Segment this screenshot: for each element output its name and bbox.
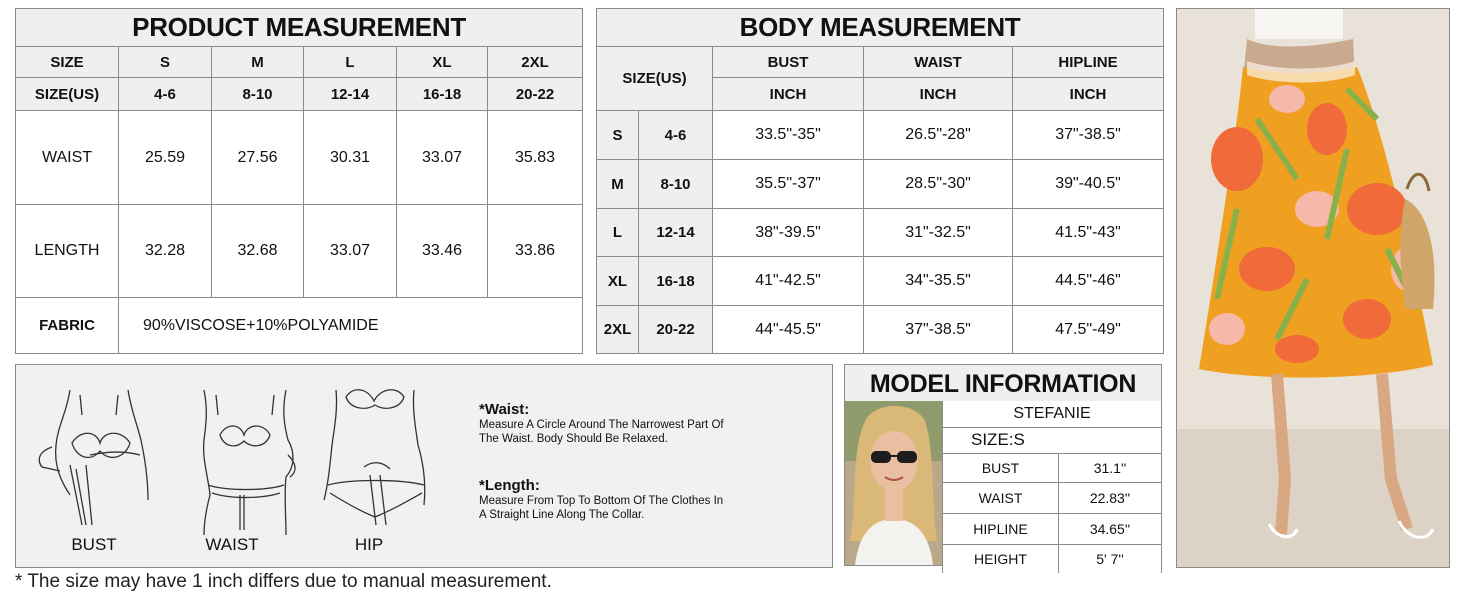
size-us-cell: 12-14 (639, 209, 713, 257)
size-cell: XL (597, 257, 639, 306)
model-portrait-photo (845, 401, 942, 565)
table-cell: 47.5"-49" (1013, 306, 1164, 354)
size-us-cell: 20-22 (639, 306, 713, 354)
waist-figure-illustration (186, 385, 306, 535)
size-us-label: SIZE(US) (16, 78, 119, 111)
table-cell: 28.5"-30" (864, 160, 1013, 209)
fabric-label: FABRIC (16, 298, 119, 354)
table-cell: 41"-42.5" (713, 257, 864, 306)
size-header: 2XL (488, 47, 583, 78)
model-row-value: 5' 7'' (1059, 544, 1162, 573)
floral-skirt-image (1177, 9, 1449, 567)
unit-label: INCH (864, 78, 1013, 111)
unit-label: INCH (713, 78, 864, 111)
table-cell: 32.68 (212, 205, 304, 298)
product-photo (1176, 8, 1450, 568)
table-cell: 27.56 (212, 111, 304, 205)
size-header: L (304, 47, 397, 78)
table-cell: 33.07 (397, 111, 488, 205)
product-measurement-table (15, 8, 583, 354)
hip-label: HIP (354, 535, 384, 554)
table-row (597, 209, 1164, 257)
table-cell: 25.59 (119, 111, 212, 205)
waist-note-line: Measure A Circle Around The Narrowest Part Of (479, 419, 724, 431)
table-cell: 44.5"-46" (1013, 257, 1164, 306)
waist-note-line: The Waist. Body Should Be Relaxed. (479, 433, 668, 445)
model-row-label: WAIST (943, 482, 1059, 513)
size-cell: L (597, 209, 639, 257)
column-header-hipline: HIPLINE (1013, 47, 1164, 78)
body-measurement-table (596, 8, 1164, 354)
model-row-label: HEIGHT (943, 544, 1059, 573)
product-measurement-title: PRODUCT MEASUREMENT (16, 9, 583, 47)
table-row (597, 306, 1164, 354)
table-cell: 35.83 (488, 111, 583, 205)
size-us-cell: 20-22 (488, 78, 583, 111)
bust-figure-illustration (30, 385, 160, 535)
size-us-cell: 8-10 (212, 78, 304, 111)
size-us-cell: 16-18 (397, 78, 488, 111)
table-row (597, 160, 1164, 209)
size-header: XL (397, 47, 488, 78)
size-us-cell: 16-18 (639, 257, 713, 306)
model-row-value: 31.1'' (1059, 453, 1162, 482)
table-cell: 37"-38.5" (864, 306, 1013, 354)
length-instructions (479, 477, 819, 522)
model-info-table (942, 401, 1162, 573)
table-cell: 33.46 (397, 205, 488, 298)
waist-label: WAIST (205, 535, 259, 554)
table-cell: 26.5"-28" (864, 111, 1013, 160)
column-header-waist: WAIST (864, 47, 1013, 78)
model-information-title: MODEL INFORMATION (845, 365, 1161, 402)
table-row (16, 205, 583, 298)
size-label: SIZE (16, 47, 119, 78)
size-us-cell: 12-14 (304, 78, 397, 111)
table-row (597, 111, 1164, 160)
size-header: S (119, 47, 212, 78)
table-cell: 41.5"-43" (1013, 209, 1164, 257)
table-row (597, 257, 1164, 306)
body-measurement-title: BODY MEASUREMENT (597, 9, 1164, 47)
model-size: SIZE:S (943, 427, 1162, 453)
size-header: M (212, 47, 304, 78)
model-row-value: 34.65'' (1059, 513, 1162, 544)
table-cell: 35.5"-37" (713, 160, 864, 209)
table-cell: 34"-35.5" (864, 257, 1013, 306)
hip-figure-illustration (320, 385, 430, 535)
table-cell: 38"-39.5" (713, 209, 864, 257)
table-cell: 33.07 (304, 205, 397, 298)
size-us-cell: 4-6 (119, 78, 212, 111)
model-row-label: BUST (943, 453, 1059, 482)
column-header-bust: BUST (713, 47, 864, 78)
size-cell: S (597, 111, 639, 160)
table-row (16, 111, 583, 205)
fabric-value: 90%VISCOSE+10%POLYAMIDE (119, 298, 583, 354)
size-us-cell: 4-6 (639, 111, 713, 160)
length-note-title: *Length: (479, 477, 540, 494)
model-row-label: HIPLINE (943, 513, 1059, 544)
table-cell: 32.28 (119, 205, 212, 298)
length-note-line: Measure From Top To Bottom Of The Clothes In (479, 495, 724, 507)
size-cell: 2XL (597, 306, 639, 354)
model-information-panel (844, 364, 1162, 566)
waist-instructions (479, 401, 819, 446)
bust-label: BUST (71, 535, 117, 554)
size-cell: M (597, 160, 639, 209)
table-cell: 39"-40.5" (1013, 160, 1164, 209)
table-cell: 44"-45.5" (713, 306, 864, 354)
model-row-value: 22.83'' (1059, 482, 1162, 513)
row-label-waist: WAIST (16, 111, 119, 205)
table-cell: 37"-38.5" (1013, 111, 1164, 160)
measuring-guide-panel (15, 364, 833, 568)
table-cell: 33.86 (488, 205, 583, 298)
footnote: * The size may have 1 inch differs due to manual measurement. (15, 571, 552, 592)
size-us-label: SIZE(US) (597, 47, 713, 111)
length-note-line: A Straight Line Along The Collar. (479, 509, 645, 521)
table-cell: 33.5"-35" (713, 111, 864, 160)
size-us-cell: 8-10 (639, 160, 713, 209)
table-cell: 31"-32.5" (864, 209, 1013, 257)
table-cell: 30.31 (304, 111, 397, 205)
row-label-length: LENGTH (16, 205, 119, 298)
unit-label: INCH (1013, 78, 1164, 111)
waist-note-title: *Waist: (479, 401, 530, 418)
model-name: STEFANIE (943, 401, 1162, 427)
